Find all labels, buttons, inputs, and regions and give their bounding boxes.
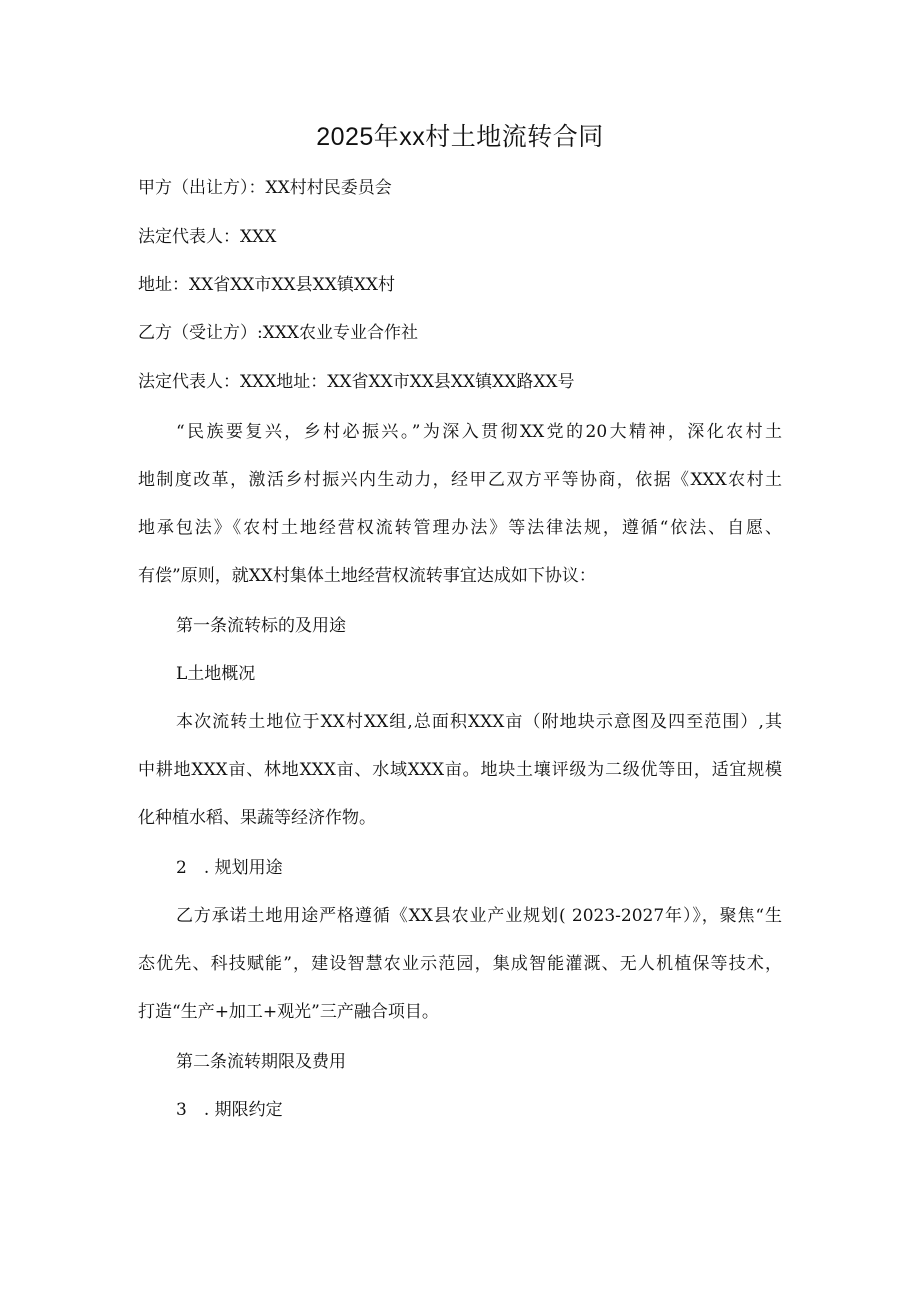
preamble-line: 地制度改革，激活乡村振兴内生动力，经甲乙双方平等协商，依据《XXX农村土 (138, 470, 782, 490)
address-a: 地址：XX省XX市XX县XX镇XX村 (138, 275, 396, 295)
item-3-heading: 3 . 期限约定 (176, 1100, 283, 1120)
item-2-text-line: 打造“生产+加工+观光”三产融合项目。 (138, 1002, 439, 1022)
preamble-line: 有偿”原则，就XX村集体土地经营权流转事宜达成如下协议： (138, 566, 596, 586)
representative-b: 法定代表人：XXX地址：XX省XX市XX县XX镇XX路XX号 (138, 372, 575, 392)
item-2-heading: 2 . 规划用途 (176, 858, 283, 878)
item-2-text-line: 态优先、科技赋能”，建设智慧农业示范园，集成智能灌溉、无人机植保等技术， (138, 954, 782, 974)
preamble-line: 地承包法》《农村土地经营权流转管理办法》等法律法规，遵循“依法、自愿、 (138, 518, 782, 538)
party-b: 乙方（受让方）:XXX农业专业合作社 (138, 323, 419, 343)
item-1-heading: L土地概况 (176, 664, 256, 684)
item-1-text-line: 化种植水稻、果蔬等经济作物。 (138, 808, 376, 828)
article-1-heading: 第一条流转标的及用途 (176, 616, 346, 636)
article-2-heading: 第二条流转期限及费用 (176, 1052, 346, 1072)
document-title: 2025年xx村土地流转合同 (316, 123, 604, 151)
preamble-line: “民族要复兴，乡村必振兴。”为深入贯彻XX党的20大精神，深化农村土 (176, 422, 782, 442)
item-1-text-line: 本次流转土地位于XX村XX组,总面积XXX亩（附地块示意图及四至范围）,其 (176, 712, 782, 732)
representative-a: 法定代表人：XXX (138, 227, 277, 247)
item-1-text-line: 中耕地XXX亩、林地XXX亩、水域XXX亩。地块土壤评级为二级优等田，适宜规模 (138, 760, 782, 780)
item-2-text-line: 乙方承诺土地用途严格遵循《XX县农业产业规划( 2023-2027年）》，聚焦“生 (176, 906, 782, 926)
party-a: 甲方（出让方）：XX村村民委员会 (138, 178, 392, 198)
